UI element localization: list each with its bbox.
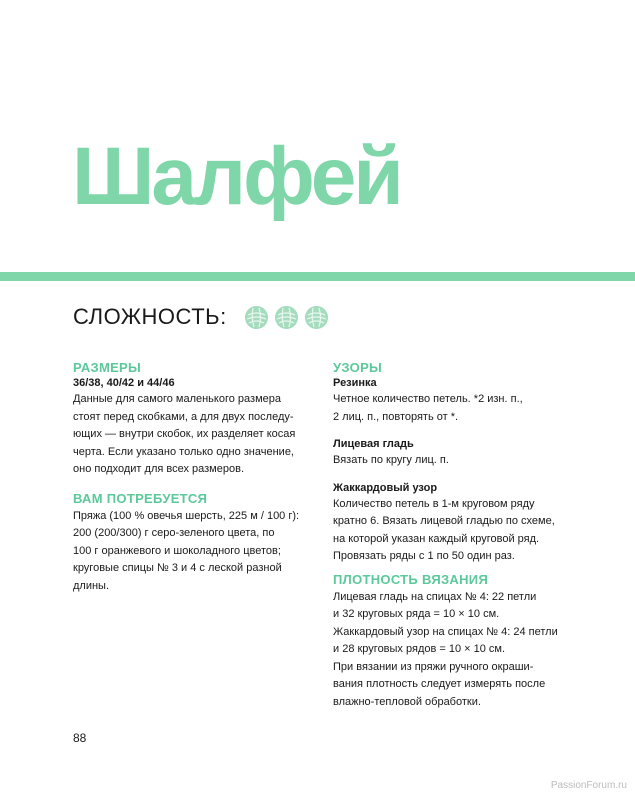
watermark: PassionForum.ru	[550, 780, 627, 791]
pattern-line: Количество петель в 1-м круговом ряду	[333, 497, 535, 510]
yarn-ball-icon	[275, 306, 298, 329]
materials-heading: ВАМ ПОТРЕБУЕТСЯ	[73, 490, 208, 506]
gauge-line: При вязании из пряжи ручного окраши-	[333, 660, 534, 673]
yarn-ball-icon	[245, 306, 268, 329]
sizes-line: стоят перед скобками, а для двух последу-	[73, 410, 294, 423]
materials-line: Пряжа (100 % овечья шерсть, 225 м / 100 г):	[73, 509, 300, 522]
gauge-line: и 32 круговых ряда = 10 × 10 см.	[333, 608, 500, 620]
gauge-line: Жаккардовый узор на спицах № 4: 24 петли	[333, 625, 558, 638]
sizes-line: Данные для самого маленького размера	[73, 393, 281, 405]
sizes-heading: РАЗМЕРЫ	[73, 360, 142, 375]
left-column	[73, 360, 313, 595]
materials-line: 200 (200/300) г серо-зеленого цвета, по	[73, 527, 275, 539]
sizes-line: оно подходит для всех размеров.	[73, 463, 244, 475]
pattern-line: Вязать по кругу лиц. п.	[333, 454, 449, 466]
title-divider	[0, 272, 635, 281]
sizes-line: черта. Если указано только одно значение,	[73, 445, 294, 458]
pattern-name: Лицевая гладь	[333, 438, 414, 450]
materials-line: длины.	[73, 579, 110, 592]
gauge-line: и 28 круговых рядов = 10 × 10 см.	[333, 643, 506, 655]
pattern-line: 2 лиц. п., повторять от *.	[333, 410, 459, 423]
yarn-ball-icon	[305, 306, 328, 329]
gauge-line: влажно-тепловой обработки.	[333, 695, 481, 708]
pattern-name: Жаккардовый узор	[333, 481, 438, 494]
right-column	[333, 360, 573, 711]
materials-line: 100 г оранжевого и шоколадного цветов;	[73, 544, 281, 557]
page-title: Шалфей	[72, 131, 401, 222]
difficulty-rating	[73, 304, 328, 330]
pattern-line: кратно 6. Вязать лицевой гладью по схеме,	[333, 515, 555, 527]
patterns-heading: УЗОРЫ	[333, 360, 383, 375]
sizes-values: 36/38, 40/42 и 44/46	[73, 377, 175, 389]
pattern-line: на которой указан каждый круговой ряд.	[333, 532, 540, 545]
gauge-line: Лицевая гладь на спицах № 4: 22 петли	[333, 590, 537, 603]
pattern-name: Резинка	[333, 377, 377, 389]
pattern-line: Четное количество петель. *2 изн. п.,	[333, 393, 523, 405]
difficulty-icons	[245, 306, 328, 329]
gauge-heading: ПЛОТНОСТЬ ВЯЗАНИЯ	[333, 571, 489, 587]
difficulty-label: СЛОЖНОСТЬ:	[73, 304, 227, 329]
page-number: 88	[73, 731, 87, 745]
gauge-line: вания плотность следует измерять после	[333, 678, 546, 690]
sizes-line: ющих — внутри скобок, их разделяет косая	[73, 428, 296, 440]
materials-line: круговые спицы № 3 и 4 с леской разной	[73, 562, 282, 574]
pattern-line: Провязать ряды с 1 по 50 один раз.	[333, 550, 515, 562]
